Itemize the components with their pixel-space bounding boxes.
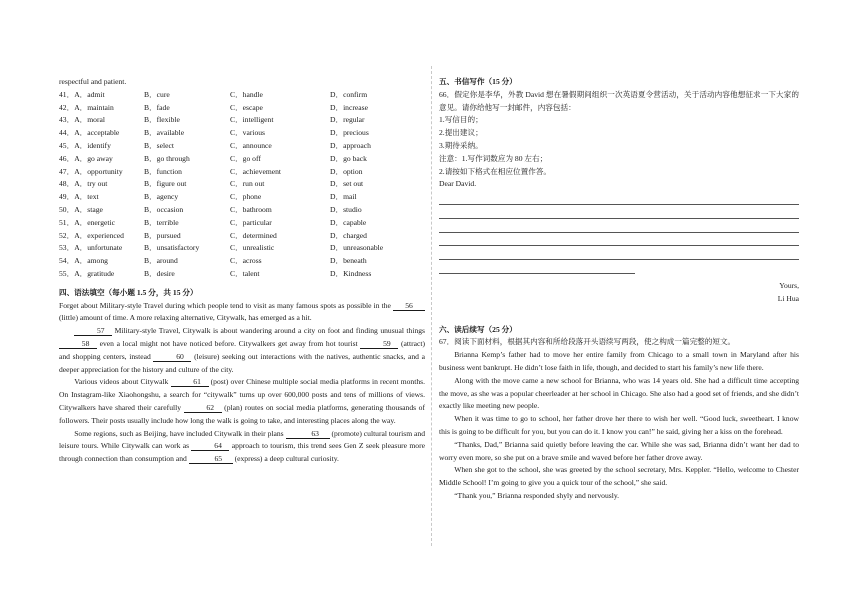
option-c[interactable]: C．particular: [230, 217, 272, 227]
grammar-paragraph-3: Various videos about Citywalk 61 (post) over Chinese multiple social media platforms in recent months. On Instagram-like Xiaohongshu, a search for “citywalk” turns up over 600,000 posts and tens of millions of views. Citywalkers have shared their carefully 62 (plan) routes on social media platforms, generating thousands of followers. Their posts usually include how long the walk is going to take, and interesting places along the way.: [59, 377, 425, 425]
option-d[interactable]: D．confirm: [330, 89, 368, 99]
option-c[interactable]: C．determined: [230, 230, 277, 240]
letter-greeting: Dear David.: [439, 179, 477, 189]
question-number-label: 55．: [59, 268, 75, 278]
option-d[interactable]: D．set out: [330, 179, 364, 189]
question-number-label: 47．: [59, 166, 75, 176]
option-c[interactable]: C．intelligent: [230, 115, 274, 125]
option-row: [59, 242, 425, 255]
option-d[interactable]: D．Kindness: [330, 268, 372, 278]
question-number-label: 53．: [59, 243, 75, 253]
question-number-label: 51．: [59, 217, 75, 227]
question-number-label: 44．: [59, 128, 75, 138]
option-row: [59, 204, 425, 217]
blank-64[interactable]: 64: [191, 441, 229, 451]
option-a[interactable]: 51．A．energetic: [59, 217, 144, 230]
option-c[interactable]: C．escape: [230, 102, 263, 112]
option-a[interactable]: 42．A．maintain: [59, 102, 144, 115]
option-row: [59, 114, 425, 127]
option-a[interactable]: 47．A．opportunity: [59, 166, 144, 179]
question-number-label: 41．: [59, 89, 75, 99]
option-d[interactable]: D．increase: [330, 102, 368, 112]
option-a[interactable]: 53．A．unfortunate: [59, 242, 144, 255]
question-number-label: 50．: [59, 204, 75, 214]
option-a[interactable]: 46．A．go away: [59, 153, 144, 166]
option-a[interactable]: 44．A．acceptable: [59, 127, 144, 140]
option-row: [59, 178, 425, 191]
option-b[interactable]: B．unsatisfactory: [144, 243, 200, 253]
option-b[interactable]: B．desire: [144, 268, 175, 278]
answer-line[interactable]: [439, 191, 799, 205]
option-d[interactable]: D．regular: [330, 115, 365, 125]
option-c[interactable]: C．bathroom: [230, 204, 272, 214]
option-row: [59, 230, 425, 243]
option-a[interactable]: 54．A．among: [59, 255, 144, 268]
blank-65[interactable]: 65: [189, 454, 233, 464]
letter-signature: Li Hua: [777, 293, 799, 303]
option-a[interactable]: 43．A．moral: [59, 114, 144, 127]
option-b[interactable]: B．fade: [144, 102, 170, 112]
option-row: [59, 89, 425, 102]
option-b[interactable]: B．around: [144, 256, 178, 266]
story-paragraph: When it was time to go to school, her father drove her there to wish her well. “Good luck, sweetheart. I know this is going to be difficult for you, but you can do it. I know you can!” he said, giving her a kiss on the forehead.: [439, 414, 799, 436]
writing-point-3: 3.期待采纳。: [439, 140, 483, 150]
story-paragraph: When she got to the school, she was greeted by the school secretary, Mrs. Keppler. “Hello, welcome to Chester Middle School! I’m going to give you a quick tour of the school,” she said.: [439, 465, 799, 488]
option-a[interactable]: 52．A．experienced: [59, 230, 144, 243]
option-row: [59, 255, 425, 268]
answer-line[interactable]: [439, 233, 799, 247]
option-c[interactable]: C．announce: [230, 140, 272, 150]
option-b[interactable]: B．occasion: [144, 204, 184, 214]
option-row: [59, 127, 425, 140]
passage-ending: respectful and patient.: [59, 77, 127, 86]
continuation-prompt: 67．阅读下面材料，根据其内容和所给段落开头语续写两段，使之构成一篇完整的短文。: [439, 337, 736, 347]
option-b[interactable]: B．flexible: [144, 115, 180, 125]
grammar-paragraph-4: Some regions, such as Beijing, have included Citywalk in their plans 63 (promote) cultural tourism and leisure tours. While Citywalk can work as 64 approach to tourism, this trend sees Gen Z seek pleasure more through connection than consumption and 65 (express) a deep cultural curiosity.: [59, 428, 425, 464]
option-row: [59, 166, 425, 179]
option-row: [59, 153, 425, 166]
answer-line[interactable]: [439, 219, 799, 233]
option-b[interactable]: B．pursued: [144, 230, 181, 240]
grammar-paragraph-2: 57 Military-style Travel, Citywalk is about wandering around a city on foot and finding unusual things 58 even a local might not have noticed before. Citywalkers get away from hot tourist 59 (attract) and shopping centers, instead 60 (leisure) seeking out interactions with the natives, authentic snacks, and a deeper appreciation for the history and culture of the city.: [59, 326, 425, 374]
letter-closing: Yours,: [779, 280, 799, 290]
option-a[interactable]: 50．A．stage: [59, 204, 144, 217]
writing-note-1: 注意：1.写作词数应为 80 左右；: [439, 153, 548, 163]
option-c[interactable]: C．various: [230, 128, 266, 138]
story-paragraph: “Thank you,” Brianna responded shyly and nervously.: [454, 490, 620, 500]
question-number-label: 43．: [59, 115, 75, 125]
option-a[interactable]: 41．A．admit: [59, 89, 144, 102]
option-d[interactable]: D．studio: [330, 204, 362, 214]
option-d[interactable]: D．beneath: [330, 256, 367, 266]
option-c[interactable]: C．go off: [230, 153, 261, 163]
option-b[interactable]: B．available: [144, 128, 185, 138]
question-number-label: 42．: [59, 102, 75, 112]
question-number-label: 48．: [59, 179, 75, 189]
option-a[interactable]: 55．A．gratitude: [59, 268, 144, 281]
option-row: [59, 217, 425, 230]
option-b[interactable]: B．select: [144, 140, 174, 150]
question-number-label: 54．: [59, 256, 75, 266]
option-row: [59, 102, 425, 115]
story-paragraph: Brianna Kemp’s father had to move her entire family from Chicago to a small town in Maryland after his business went bankrupt. He didn’t lose faith in life, though, and decided to start his family’s new life there.: [439, 350, 799, 372]
option-d[interactable]: D．option: [330, 166, 363, 176]
option-d[interactable]: D．charged: [330, 230, 367, 240]
blank-59[interactable]: 59: [360, 339, 398, 349]
option-b[interactable]: B．cure: [144, 89, 170, 99]
question-number-label: 45．: [59, 140, 75, 150]
question-number-label: 49．: [59, 192, 75, 202]
option-b[interactable]: B．function: [144, 166, 182, 176]
option-c[interactable]: C．achievement: [230, 166, 282, 176]
grammar-paragraph-1: Forget about Military-style Travel during which people tend to visit as many famous spots as possible in the 56 (little) amount of time. A more relaxing alternative, Citywalk, has emerged as a hit.: [59, 300, 425, 326]
left-column: [59, 76, 425, 466]
blank-62[interactable]: 62: [184, 403, 222, 413]
blank-57[interactable]: 57: [74, 326, 112, 336]
question-number-label: 46．: [59, 153, 75, 163]
option-c[interactable]: C．run out: [230, 179, 265, 189]
option-c[interactable]: C．handle: [230, 89, 263, 99]
option-d[interactable]: D．precious: [330, 128, 369, 138]
blank-56[interactable]: 56: [393, 301, 425, 311]
option-c[interactable]: C．talent: [230, 268, 260, 278]
options-list: [59, 89, 425, 281]
option-d[interactable]: D．go back: [330, 153, 367, 163]
option-d[interactable]: D．approach: [330, 140, 371, 150]
writing-heading: 五、书信写作（15 分）: [439, 77, 517, 86]
option-b[interactable]: B．go through: [144, 153, 190, 163]
blank-63[interactable]: 63: [286, 429, 330, 439]
answer-line[interactable]: [439, 246, 799, 260]
blank-60[interactable]: 60: [153, 352, 191, 362]
story-paragraph: “Thanks, Dad,” Brianna said quietly before leaving the car. While she was sad, Brianna didn’t want her dad to worry even more, so she put on a brave smile and waved before her father drove away.: [439, 439, 799, 462]
option-b[interactable]: B．figure out: [144, 179, 187, 189]
option-a[interactable]: 45．A．identify: [59, 140, 144, 153]
option-row: [59, 268, 425, 281]
answer-line-short[interactable]: [439, 260, 635, 274]
option-c[interactable]: C．across: [230, 256, 262, 266]
writing-point-2: 2.提出建议；: [439, 128, 483, 138]
blank-61[interactable]: 61: [171, 377, 209, 387]
option-d[interactable]: D．mail: [330, 192, 357, 202]
column-divider: [431, 66, 432, 546]
blank-58[interactable]: 58: [59, 339, 97, 349]
option-row: [59, 191, 425, 204]
option-d[interactable]: D．unreasonable: [330, 243, 384, 253]
story-paragraph: Along with the move came a new school for Brianna, who was 14 years old. She had a difficult time accepting the move, as she was a popular cheerleader at her school in Chicago. She also had a good set of friends, and she didn’t exactly like meeting new people.: [439, 375, 799, 411]
question-number-label: 52．: [59, 230, 75, 240]
option-a[interactable]: 48．A．try out: [59, 178, 144, 191]
option-b[interactable]: B．terrible: [144, 217, 179, 227]
writing-prompt: 66．假定你是李华，外教 David 想在暑假期间组织一次英语夏令营活动，关于活动内容他想征求一下大家的意见。请你给他写一封邮件，内容包括：: [439, 89, 799, 112]
option-c[interactable]: C．phone: [230, 192, 262, 202]
continuation-heading: 六、读后续写（25 分）: [439, 324, 517, 334]
option-c[interactable]: C．unrealistic: [230, 243, 275, 253]
right-column: [439, 76, 799, 503]
answer-line[interactable]: [439, 205, 799, 219]
writing-point-1: 1.写信目的；: [439, 115, 483, 125]
option-b[interactable]: B．agency: [144, 192, 179, 202]
grammar-heading: 四、语法填空（每小题 1.5 分，共 15 分）: [59, 287, 198, 297]
option-row: [59, 140, 425, 153]
option-d[interactable]: D．capable: [330, 217, 367, 227]
option-a[interactable]: 49．A．text: [59, 191, 144, 204]
writing-note-2: 2.请按如下格式在相应位置作答。: [439, 166, 552, 176]
